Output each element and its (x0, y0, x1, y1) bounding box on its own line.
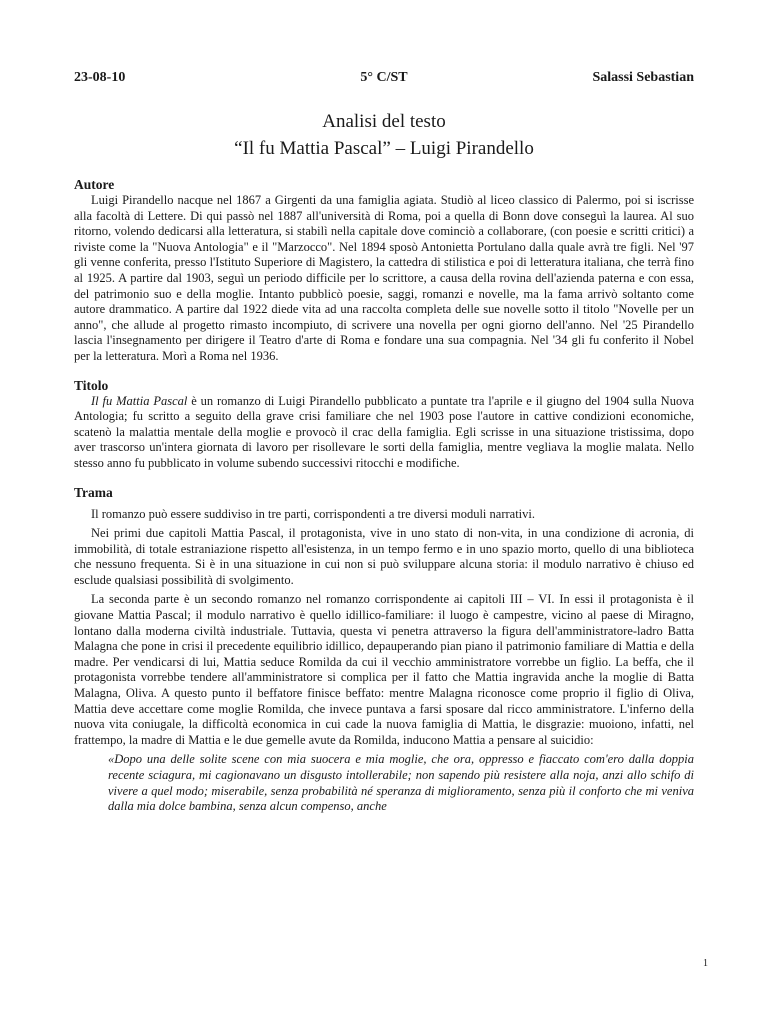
title-line-1: Analisi del testo (322, 111, 446, 132)
header-class: 5° C/ST (360, 70, 408, 85)
section-heading-trama: Trama (74, 484, 113, 500)
header-author: Salassi Sebastian (592, 70, 694, 85)
section-autore (74, 176, 694, 365)
section-heading-autore: Autore (74, 177, 115, 192)
document-title (74, 108, 694, 162)
autore-paragraph: Luigi Pirandello nacque nel 1867 a Girgenti da una famiglia agiata. Studiò al liceo classico di Palermo, poi si iscrisse alla facoltà di Lettere. Di qui passò nel 1887 all'università di Roma, poi a quella di Bonn dove conseguì la laurea. Al suo ritorno, volendo dedicarsi alla letteratura, si stabilì nella capitale dove cominciò a collaborare, (con poesie e scritti critici) a riviste come la "Nuova Antologia" e il "Marzocco". Nel 1894 sposò Antonietta Portulano dalla quale avrà tre figli. Nel '97 gli venne conferita, presso l'Istituto Superiore di Magistero, la cattedra di stilistica e poi di letteratura italiana, che terrà fino al 1925. A partire dal 1903, seguì un periodo difficile per lo scrittore, a causa della rovina dell'azienda paterna e con essa, del patrimonio suo e della moglie. Intanto pubblicò poesie, saggi, romanzi e novelle, ma la fama arrivò soltanto come autore drammatico. A partire dal 1922 diede vita ad una raccolta completa delle sue novelle sotto il titolo "Novelle per un anno", che allude al progetto rimasto incompiuto, di scrivere una novella per ogni giorno dell'anno. Nel '25 Pirandello lascia l'insegnamento per dirigere il Teatro d'arte di Roma e fondare una sua compagnia. Nel '34 gli fu conferito il Nobel per la letteratura. Morì a Roma nel 1936. (74, 193, 694, 363)
titolo-paragraph (74, 394, 694, 472)
section-heading-titolo: Titolo (74, 377, 109, 393)
trama-quote: «Dopo una delle solite scene con mia suocera e mia moglie, che ora, oppresso e fiaccato com'ero dalla doppia recente sciagura, mi cagionavano un disgusto intollerabile; non sapendo più resistere alla noja, anzi allo schifo di vivere a quel modo; miserabile, senza probabilità né speranza di miglioramento, senza più il conforto che mi veniva dalla mia dolce bambina, senza alcun compenso, anche (108, 752, 694, 814)
page-header (74, 70, 694, 90)
trama-paragraph: La seconda parte è un secondo romanzo nel romanzo corrispondente ai capitoli III – VI. In essi il protagonista è il giovane Mattia Pascal; il modulo narrativo è quello idillico-familiare: il luogo è campestre, vicino al paese di Miragno, lontano dalla moderna civiltà industriale. Tuttavia, questa vi penetra attraverso la figura dell'amministratore-ladro Batta Malagna che pone in crisi il precedente equilibrio idillico, depauperando pian piano il patrimonio familiare di Mattia e della madre. Per vendicarsi di lui, Mattia seduce Romilda da cui il vecchio amministratore vorrebbe un figlio. La beffa, che il protagonista vorrebbe tendere all'amministratore si complica per il fatto che Mattia ingravida anche la moglie di Batta Malagna, Oliva. A questo punto il beffatore finisce beffato: mentre Malagna riconosce come proprio il figlio di Oliva, Mattia deve accettare come moglie Romilda, che invece puntava a farsi sposare dal ricco amministratore. L'inferno della nuova vita coniugale, la difficoltà economica in cui cade la nuova famiglia di Mattia, le disgrazie: muoiono, infatti, nel frattempo, la madre di Mattia e le due gemelle avute da Romilda, inducono Mattia a pensare al suicidio: (74, 592, 694, 747)
trama-paragraph: Il romanzo può essere suddiviso in tre parti, corrispondenti a tre diversi moduli narrativi. (91, 506, 535, 521)
titolo-text: è un romanzo di Luigi Pirandello pubblicato a puntate tra l'aprile e il giugno del 1904 sulla Nuova Antologia; fu scritto a seguito della grave crisi familiare che nel 1903 pose l'autore in cattive condizioni economiche, scatenò la malattia mentale della moglie e provocò il crac della famiglia. Egli scrisse in una situazione tristissima, dopo aver trascorso un'intera giornata di lavoro per risollevare le sorti della famiglia, mentre vegliava la moglie malata. Nello stesso anno fu pubblicato in volume subendo successivi ritocchi e modifiche. (74, 393, 694, 470)
title-line-2: “Il fu Mattia Pascal” – Luigi Pirandello (234, 138, 534, 159)
header-date: 23-08-10 (74, 70, 126, 85)
titolo-italic-title: Il fu Mattia Pascal (91, 393, 188, 408)
trama-paragraph: Nei primi due capitoli Mattia Pascal, il protagonista, vive in uno stato di non-vita, in una condizione di acronia, di immobilità, di totale estraniazione rispetto all'esistenza, in un tempo fermo e in uno spazio morto, quello di una biblioteca che nessuno frequenta. Si è in una situazione in cui non si può sviluppare alcuna storia: il modulo narrativo è chiuso ed esclude qualsiasi possibilità di svolgimento. (74, 526, 694, 587)
section-titolo (74, 377, 694, 472)
document-body (74, 176, 694, 815)
page-number: 1 (703, 958, 708, 969)
section-trama (74, 484, 694, 815)
